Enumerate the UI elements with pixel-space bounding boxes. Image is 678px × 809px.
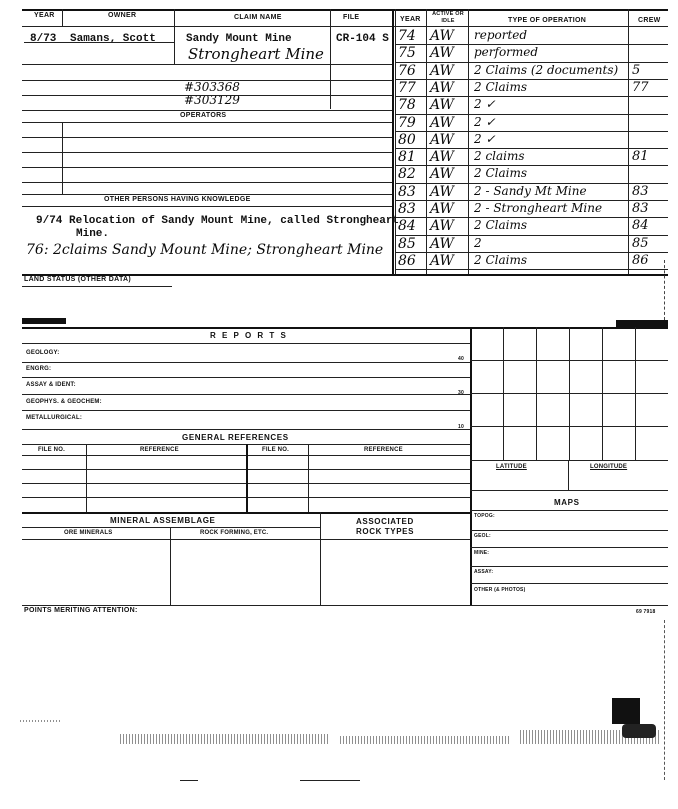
lat-long-sep <box>568 460 569 490</box>
log-crew: 5 <box>632 62 641 78</box>
gr-col-reference-2: REFERENCE <box>364 447 403 453</box>
top-border <box>22 9 668 11</box>
sep-claim <box>330 9 331 109</box>
general-references-title: GENERAL REFERENCES <box>182 433 289 442</box>
redaction-bar-right <box>616 320 668 327</box>
reports-top-border <box>22 327 668 329</box>
note-line-2: Mine. <box>76 228 110 240</box>
header-bottom-line <box>22 26 668 27</box>
operators-label: OPERATORS <box>180 112 227 119</box>
maps-line <box>470 530 668 531</box>
grid-left-border <box>470 327 472 605</box>
scan-line <box>300 780 360 781</box>
log-row-line <box>396 269 668 270</box>
log-status: AW <box>430 28 454 44</box>
file-number-2: #303129 <box>184 93 240 107</box>
grid-line <box>22 167 392 168</box>
log-operation: 2 - Strongheart Mine <box>474 201 603 215</box>
record-year: 8/73 <box>30 33 57 45</box>
scale-10: 10 <box>458 424 464 430</box>
log-operation: 2 Claims <box>474 79 527 94</box>
redaction-bar-left <box>22 318 66 324</box>
log-operation: 2 - Sandy Mt Mine <box>474 183 587 198</box>
log-operation: 2 ✓ <box>474 114 496 129</box>
longitude-label: LONGITUDE <box>590 464 628 470</box>
ma-bottom <box>22 605 668 606</box>
gr-col-file-no: FILE NO. <box>38 447 65 453</box>
report-engrg: ENGRG: <box>26 366 52 372</box>
col-claim-name: CLAIM NAME <box>234 14 282 21</box>
registration-mark <box>622 724 656 738</box>
ma-line <box>22 539 470 540</box>
log-crew: 84 <box>632 218 649 234</box>
report-line <box>22 377 470 378</box>
log-year: 83 <box>398 201 416 217</box>
grid-row-line <box>470 426 668 427</box>
log-status: AW <box>430 45 454 62</box>
log-status: AW <box>430 218 454 235</box>
maps-mine: MINE: <box>474 550 490 556</box>
grid-line <box>22 194 392 195</box>
ma-sep <box>320 512 321 605</box>
maps-topog: TOPOG: <box>474 513 495 519</box>
record-file: CR-104 S <box>336 33 389 45</box>
log-year: 86 <box>398 252 416 269</box>
reports-title-line <box>22 343 470 344</box>
land-status-underline <box>22 286 172 287</box>
maps-line <box>470 583 668 584</box>
log-year: 79 <box>398 114 416 131</box>
note-line-1: 9/74 Relocation of Sandy Mount Mine, called Strongheart <box>36 215 400 227</box>
log-year: 77 <box>398 79 416 96</box>
gr-sep <box>246 444 248 512</box>
reports-title: R E P O R T S <box>210 331 288 340</box>
log-operation: 2 <box>474 235 482 250</box>
grid-line <box>22 206 392 207</box>
other-persons-label: OTHER PERSONS HAVING KNOWLEDGE <box>104 196 251 203</box>
associated-label: ASSOCIATED <box>356 517 414 526</box>
land-status-label: LAND STATUS (OTHER DATA) <box>24 276 132 283</box>
scan-noise <box>20 720 60 722</box>
scan-noise <box>120 734 330 744</box>
log-year: 75 <box>398 45 416 62</box>
maps-geol: GEOL: <box>474 533 491 539</box>
gr-bottom <box>22 512 470 514</box>
rock-types-label: ROCK TYPES <box>356 527 415 536</box>
ma-sep <box>170 527 171 605</box>
log-operation: 2 ✓ <box>474 97 496 112</box>
report-line <box>22 410 470 411</box>
record-claim-name: Sandy Mount Mine <box>186 33 292 45</box>
log-year: 82 <box>398 166 416 183</box>
log-year: 83 <box>398 183 416 200</box>
claim-name-handwritten: Strongheart Mine <box>188 45 324 63</box>
log-status: AW <box>430 252 454 269</box>
col-owner: OWNER <box>108 12 137 19</box>
edge-mark <box>664 260 665 320</box>
sep-file-double <box>392 9 394 274</box>
ma-line <box>22 527 320 528</box>
log-operation: performed <box>474 45 539 60</box>
log-status: AW <box>430 201 454 217</box>
report-geology: GEOLOGY: <box>26 350 60 356</box>
form-number: 69 7918 <box>636 609 656 615</box>
scan-line <box>180 780 198 781</box>
log-operation: 2 Claims <box>474 218 527 233</box>
sep-owner <box>174 9 175 64</box>
grid-line <box>22 152 392 153</box>
log-crew: 83 <box>632 201 649 216</box>
log-year: 76 <box>398 62 416 79</box>
report-line <box>22 394 470 395</box>
log-year: 84 <box>398 218 416 235</box>
maps-line <box>470 566 668 567</box>
log-status: AW <box>430 79 454 96</box>
registration-mark <box>612 698 640 724</box>
log-status: AW <box>430 131 454 148</box>
log-year: 78 <box>398 97 416 114</box>
log-year: 74 <box>398 28 416 44</box>
latitude-label: LATITUDE <box>496 464 527 470</box>
log-crew: 83 <box>632 183 649 199</box>
maps-title: MAPS <box>554 498 580 507</box>
grid-line <box>22 110 392 111</box>
log-operation: 2 Claims (2 documents) <box>474 62 619 77</box>
report-assay: ASSAY & IDENT: <box>26 382 76 388</box>
log-operation: 2 claims <box>474 149 525 164</box>
col-crew: CREW <box>638 17 661 24</box>
maps-line <box>470 547 668 548</box>
scan-noise <box>340 736 510 744</box>
file-number-1: #303368 <box>184 80 240 94</box>
col-file: FILE <box>343 14 360 21</box>
grid-row-line <box>470 393 668 394</box>
log-crew: 81 <box>632 149 649 165</box>
edge-mark <box>664 620 665 780</box>
log-crew: 86 <box>632 252 649 268</box>
log-status: AW <box>430 114 454 131</box>
points-meriting-label: POINTS MERITING ATTENTION: <box>24 607 138 614</box>
scale-40: 40 <box>458 356 464 362</box>
gr-sep <box>86 444 87 512</box>
sep-operators-year <box>62 122 63 194</box>
col-type-of-operation: TYPE OF OPERATION <box>508 17 587 24</box>
grid-line <box>22 122 392 123</box>
grid-bottom <box>470 460 668 461</box>
grid-line <box>22 80 392 81</box>
log-operation: 2 ✓ <box>474 131 496 146</box>
log-operation: 2 Claims <box>474 166 527 181</box>
maps-other: OTHER (& PHOTOS) <box>474 587 526 593</box>
log-year: 85 <box>398 235 416 252</box>
col-year-2: YEAR <box>400 16 421 23</box>
gr-sep <box>308 444 309 512</box>
sep-year <box>62 9 63 26</box>
note-line-3: 76: 2claims Sandy Mount Mine; Strongheart Mine <box>26 242 384 258</box>
record-owner: Samans, Scott <box>70 33 156 45</box>
grid-row-line <box>470 360 668 361</box>
log-status: AW <box>430 62 454 79</box>
log-year: 81 <box>398 149 416 166</box>
grid-line <box>22 64 392 65</box>
report-geophys: GEOPHYS. & GEOCHEM: <box>26 399 102 405</box>
log-status: AW <box>430 183 454 200</box>
maps-top <box>470 490 668 491</box>
col-active-or-idle: ACTIVE OR IDLE <box>432 11 464 24</box>
scale-30: 30 <box>458 390 464 396</box>
maps-assay: ASSAY: <box>474 569 494 575</box>
log-operation: 2 Claims <box>474 252 527 267</box>
grid-line <box>22 95 392 96</box>
log-status: AW <box>430 149 454 166</box>
gr-col-file-no-2: FILE NO. <box>262 447 289 453</box>
ore-minerals-label: ORE MINERALS <box>64 530 113 536</box>
report-line <box>22 362 470 363</box>
strike-line <box>24 42 174 43</box>
log-crew: 77 <box>632 79 649 95</box>
report-metallurgical: METALLURGICAL: <box>26 415 83 421</box>
maps-line <box>470 510 668 511</box>
log-year: 80 <box>398 131 416 148</box>
log-crew: 85 <box>632 235 649 251</box>
report-line <box>22 429 470 430</box>
log-status: AW <box>430 97 454 114</box>
rock-forming-label: ROCK FORMING, ETC. <box>200 530 269 536</box>
mineral-assemblage-title: MINERAL ASSEMBLAGE <box>110 516 216 525</box>
grid-line <box>22 182 392 183</box>
log-operation: reported <box>474 28 528 42</box>
gr-col-reference: REFERENCE <box>140 447 179 453</box>
log-status: AW <box>430 166 454 183</box>
log-status: AW <box>430 235 454 252</box>
grid-line <box>22 137 392 138</box>
col-year: YEAR <box>34 12 55 19</box>
